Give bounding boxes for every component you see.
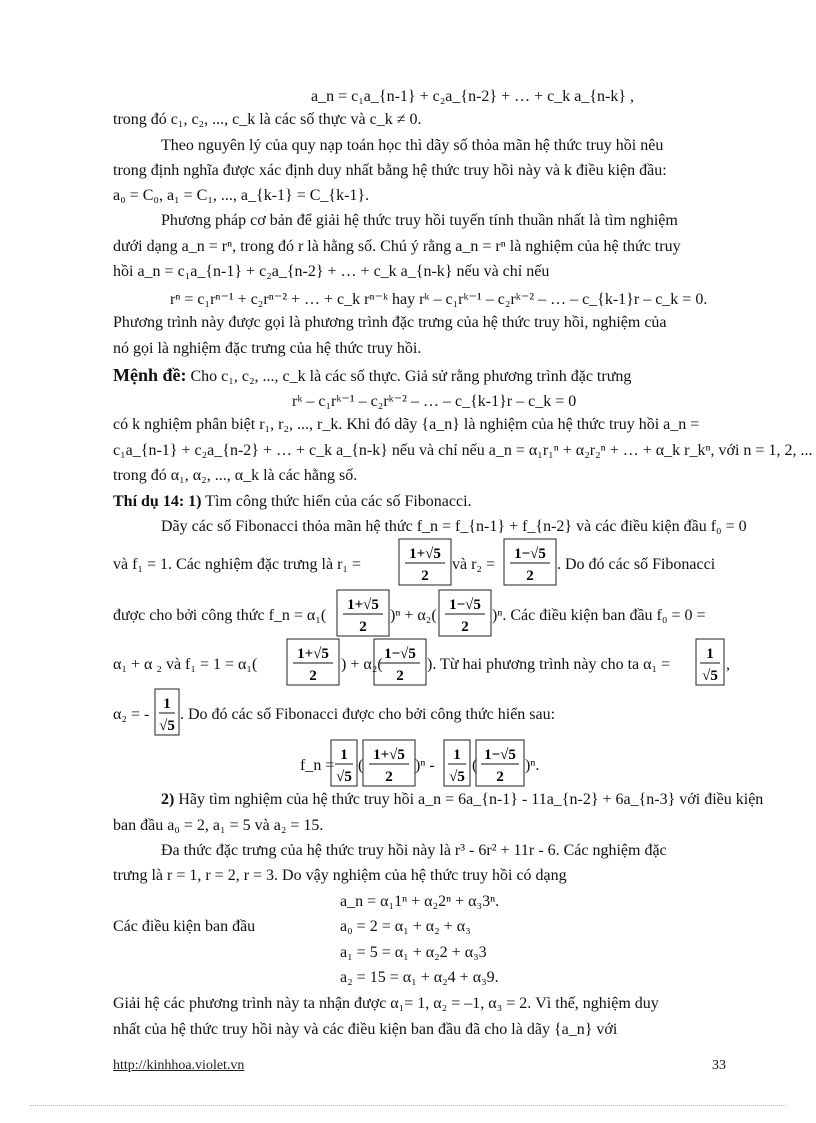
text-line: trong đó α₁, α₂, ..., α_k là các hằng số. — [113, 467, 358, 484]
text-line: trong đó c₁, c₂, ..., c_k là các số thực và c_k ≠ 0. — [113, 111, 422, 128]
fraction-den: √5 — [702, 668, 718, 684]
fraction-box — [476, 740, 524, 786]
text-line: và f₁ = 1. Các nghiệm đặc trưng là r₁ = — [113, 556, 362, 573]
page-number: 33 — [712, 1058, 726, 1073]
text-line: được cho bởi công thức f_n = α₁( — [113, 607, 327, 624]
fraction-den: 2 — [396, 668, 404, 684]
fraction-box — [399, 539, 451, 585]
characteristic-equation: rⁿ = c₁rⁿ⁻¹ + c₂rⁿ⁻² + … + c_k rⁿ⁻ᵏ hay rᵏ – c₁rᵏ⁻¹ – c₂rᵏ⁻² – … – c_{k-1}r – c_k = 0. — [170, 291, 708, 308]
example-title: Tìm công thức hiển của các số Fibonacci. — [201, 493, 472, 510]
text-line: dưới dạng a_n = rⁿ, trong đó r là hằng số. Chú ý rằng a_n = rⁿ là nghiệm của hệ thức truy — [113, 238, 681, 255]
fraction-num: 1−√5 — [449, 597, 481, 613]
condition-line: a₁ = 5 = α₁ + α₂2 + α₃3 — [340, 944, 487, 961]
fraction-num: 1−√5 — [514, 546, 546, 562]
fraction-den: 2 — [309, 668, 317, 684]
text-line: )ⁿ - — [415, 757, 435, 774]
fraction-den: √5 — [336, 769, 352, 785]
text-line: )ⁿ. — [525, 757, 540, 774]
footer-link[interactable]: http://kinhhoa.violet.vn — [113, 1058, 245, 1073]
text-line: ban đầu a₀ = 2, a₁ = 5 và a₂ = 15. — [113, 817, 324, 834]
fraction-box — [337, 590, 389, 636]
fraction-den: 2 — [385, 769, 393, 785]
text-line: Phương pháp cơ bản để giải hệ thức truy hồi tuyến tính thuần nhất là tìm nghiệm — [161, 212, 678, 229]
fraction-num: 1 — [706, 646, 714, 662]
fraction-num: 1+√5 — [373, 747, 405, 763]
proposition-text: Cho c₁, c₂, ..., c_k là các số thực. Giả sử rằng phương trình đặc trưng — [186, 368, 632, 385]
fraction-box — [287, 639, 339, 685]
text-line: hồi a_n = c₁a_{n-1} + c₂a_{n-2} + … + c_k a_{n-k} nếu và chỉ nếu — [113, 263, 550, 280]
fraction-box — [439, 590, 491, 636]
text-line: trong định nghĩa được xác định duy nhất bằng hệ thức truy hồi này và k điều kiện đầu: — [113, 162, 667, 179]
fraction-num: 1−√5 — [484, 747, 516, 763]
fraction-num: 1 — [163, 696, 171, 712]
text-line: Đa thức đặc trưng của hệ thức truy hồi này là r³ - 6r² + 11r - 6. Các nghiệm đặc — [161, 842, 667, 859]
text-line: α₁ + α ₂ và f₁ = 1 = α₁( — [113, 656, 258, 673]
text-line: ( — [358, 757, 364, 774]
text-line: α₂ = - — [113, 706, 150, 723]
fraction-num: 1−√5 — [384, 646, 416, 662]
text-line: nó gọi là nghiệm đặc trưng của hệ thức truy hồi. — [113, 340, 422, 357]
general-solution: a_n = α₁1ⁿ + α₂2ⁿ + α₃3ⁿ. — [340, 893, 500, 910]
text-line: )ⁿ. Các điều kiện ban đầu f₀ = 0 = — [492, 607, 706, 624]
text-line: ) + α₂( — [341, 656, 383, 673]
recurrence-definition: a_n = c₁a_{n-1} + c₂a_{n-2} + … + c_k a_{n-k} , — [311, 88, 635, 105]
text-line: ( — [472, 757, 478, 774]
text-line: ). Từ hai phương trình này cho ta α₁ = — [427, 656, 671, 673]
fraction-den: 2 — [526, 568, 534, 584]
text-line: Các điều kiện ban đầu — [113, 918, 256, 935]
fraction-den: √5 — [449, 769, 465, 785]
text-line: c₁a_{n-1} + c₂a_{n-2} + … + c_k a_{n-k} nếu và chỉ nếu a_n = α₁r₁ⁿ + α₂r₂ⁿ + … + α_k r_kⁿ, với n = 1, 2, ... — [113, 442, 813, 459]
text-line: , — [726, 656, 730, 673]
fraction-den: 2 — [461, 619, 469, 635]
fraction-box — [696, 639, 724, 685]
fraction-box — [331, 740, 357, 786]
fraction-den: √5 — [159, 718, 175, 734]
text-line: có k nghiệm phân biệt r₁, r₂, ..., r_k. Khi đó dãy {a_n} là nghiệm của hệ thức truy hồi a_n = — [113, 416, 700, 433]
fraction-box — [504, 539, 556, 585]
text-line: a₀ = C₀, a₁ = C₁, ..., a_{k-1} = C_{k-1}. — [113, 187, 370, 204]
text-line: nhất của hệ thức truy hồi này và các điều kiện ban đầu đã cho là dãy {a_n} với — [113, 1021, 618, 1038]
text-line: . Do đó các số Fibonacci — [557, 556, 716, 573]
fraction-num: 1+√5 — [297, 646, 329, 662]
fraction-den: 2 — [359, 619, 367, 635]
text-line: )ⁿ + α₂( — [390, 607, 437, 624]
fraction-den: 2 — [496, 769, 504, 785]
part-2-label: 2) — [161, 791, 175, 808]
fraction-num: 1 — [453, 747, 461, 763]
fraction-box — [444, 740, 470, 786]
example-label: Thí dụ 14: 1) — [113, 493, 202, 510]
characteristic-equation: rᵏ – c₁rᵏ⁻¹ – c₂rᵏ⁻² – … – c_{k-1}r – c_k = 0 — [292, 393, 577, 410]
fraction-num: 1+√5 — [409, 546, 441, 562]
text-line: Phương trình này được gọi là phương trình đặc trưng của hệ thức truy hồi, nghiệm của — [113, 314, 667, 331]
condition-line: a₂ = 15 = α₁ + α₂4 + α₃9. — [340, 969, 499, 986]
text-line: Dãy các số Fibonacci thỏa mãn hệ thức f_n = f_{n-1} + f_{n-2} và các điều kiện đầu f₀ = 0 — [161, 518, 747, 535]
text-line: . Do đó các số Fibonacci được cho bởi công thức hiển sau: — [180, 706, 556, 723]
part-2-text: Hãy tìm nghiệm của hệ thức truy hồi a_n = 6a_{n-1} - 11a_{n-2} + 6a_{n-3} với điều kiện — [174, 791, 764, 808]
text-line: f_n = — [300, 757, 335, 774]
text-line: và r₂ = — [452, 556, 496, 573]
proposition-label: Mệnh đề: — [113, 365, 187, 385]
fraction-num: 1 — [340, 747, 348, 763]
fraction-num: 1+√5 — [347, 597, 379, 613]
fraction-box — [155, 689, 179, 735]
fraction-box — [363, 740, 415, 786]
fraction-den: 2 — [421, 568, 429, 584]
condition-line: a₀ = 2 = α₁ + α₂ + α₃ — [340, 918, 471, 935]
text-line: trưng là r = 1, r = 2, r = 3. Do vậy nghiệm của hệ thức truy hồi có dạng — [113, 867, 567, 884]
page-divider — [30, 1105, 786, 1106]
text-line: Theo nguyên lý của quy nạp toán học thì dãy số thỏa mãn hệ thức truy hồi nêu — [161, 137, 664, 154]
text-line: Giải hệ các phương trình này ta nhận được α₁= 1, α₂ = –1, α₃ = 2. Vì thế, nghiệm duy — [113, 995, 659, 1012]
fraction-box — [374, 639, 426, 685]
